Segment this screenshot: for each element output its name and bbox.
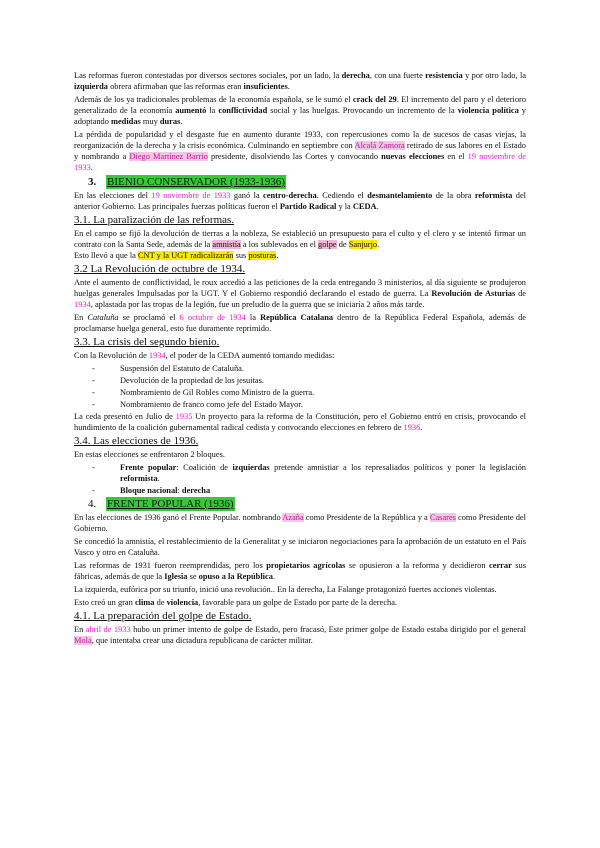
paragraph-reformas-1931 (74, 560, 526, 582)
text: presidente, disolviendo las Cortes y convocando (207, 152, 382, 161)
subheading-crisis-bienio: 3.3. La crisis del segundo bienio. (74, 336, 220, 348)
text: dentro de la República Federal Española, además de proclamarse huelga general, esto fue duramente reprimido. (74, 313, 526, 333)
highlight-date: 19 noviembre de 1933 (74, 152, 526, 172)
text: Esto llevó a que la (74, 251, 138, 260)
text: Ante el aumento de conflictividad, le roux accedió a las peticiones de la ceda entregando 3 ministerios, al día siguiente se produjeron huelgas generales Impulsadas por la UGT. Y el Gobierno respondió declarando el estado de guerra. La (74, 278, 526, 298)
text: se (187, 572, 199, 581)
text: : Coalición de (176, 463, 233, 472)
text: Esto creó un gran (74, 598, 135, 607)
highlight-name: Azaña (282, 513, 304, 522)
paragraph-bloques: En estas elecciones se enfrentaron 2 bloques. (74, 450, 225, 459)
bold-text: Iglesia (164, 572, 188, 581)
paragraph-clima-violencia (74, 597, 526, 608)
text: Las reformas fueron contestadas por diversos sectores sociales, por un lado, la (74, 71, 342, 80)
subheading-paralizacion: 3.1. La paralización de las reformas. (74, 214, 235, 226)
list-item: - Suspensión del Estatuto de Cataluña. (108, 363, 526, 374)
bold-text: Revolución de Asturias (431, 289, 516, 298)
text: como Presidente de la República y a (303, 513, 430, 522)
text: , con una fuerte (369, 71, 426, 80)
text: : (177, 486, 182, 495)
text: Las reformas de 1931 fueron reemprendidas, pero los (74, 561, 267, 570)
text: de (336, 240, 349, 249)
bold-text: medidas (110, 117, 141, 126)
bold-text: reformista (474, 191, 513, 200)
heading-number: 3. (88, 176, 97, 188)
text: de la obra (432, 191, 475, 200)
bold-text: reformista (120, 474, 158, 483)
highlight-term: Sanjurjo (348, 240, 378, 249)
text: . (272, 572, 275, 581)
text: retirado de sus labores en el Estado y nombrando a (74, 141, 526, 161)
highlight-date: 1934 (148, 351, 166, 360)
highlight-term: golpe (318, 240, 337, 249)
bold-text: derecha (181, 486, 211, 495)
text: se proclamó el (118, 313, 180, 322)
paragraph-reforma-constitucion (74, 411, 526, 433)
text: como Presidente del Gobierno. (74, 513, 526, 533)
subheading-preparacion-golpe: 4.1. La preparación del golpe de Estado. (74, 610, 252, 622)
bold-text: violencia (166, 598, 199, 607)
bold-text: clima (134, 598, 155, 607)
text: del anterior Gobierno. Las principales fuerzas políticas fueron el (74, 191, 526, 211)
text: y adoptando (74, 106, 526, 126)
bold-text: derecha (341, 71, 370, 80)
text: En (74, 625, 86, 634)
bold-text: Partido Radical (279, 202, 337, 211)
text: . Cediendo el (316, 191, 368, 200)
heading-number: 4. (88, 498, 97, 510)
text: En el campo se fijó la devolución de tierras a la nobleza, Se estableció un presupuesto para el culto y el clero y se intentó firmar un contrato con la Santa Sede, además de la (74, 229, 526, 249)
highlight-term: CNT y la UGT radicalizarán (137, 251, 234, 260)
text: sus fábricas, además de que la (74, 561, 526, 581)
bold-text: izquierda (74, 82, 108, 91)
text: Con la Revolución de (74, 351, 149, 360)
heading-title: BIENIO CONSERVADOR (1933-1936) (107, 176, 285, 188)
text: , que intentaba crear una dictadura republicana de carácter militar. (91, 636, 313, 645)
text: , el poder de la CEDA aumentó tomando medidas: (165, 351, 335, 360)
paragraph-poder-ceda (74, 350, 526, 361)
bold-text: República Catalana (260, 313, 334, 322)
subheading-elecciones-1936: 3.4. Las elecciones de 1936. (74, 435, 199, 447)
highlight-name: Mola (74, 636, 92, 645)
highlight-date: abril de 1933 (85, 625, 131, 634)
list-medidas (74, 363, 526, 410)
text: La pérdida de popularidad y el desgaste fue en aumento durante 1933, con repercusiones como la de sucesos de casas viejas, la reorganización de la derecha y la crisis económica. Culminando en septiembre con (74, 130, 526, 150)
text: obrera afirmaban que las reformas eran (107, 82, 244, 91)
text: la (206, 106, 219, 115)
highlight-date: 6 octubre de 1934 (179, 313, 246, 322)
text: de (515, 289, 527, 298)
bold-text: resistencia (425, 71, 463, 80)
bold-text: Frente popular (120, 463, 177, 472)
paragraph-crack-29 (74, 94, 526, 127)
text: sus (233, 251, 249, 260)
text: . (180, 117, 183, 126)
highlight-date: 1934 (74, 300, 91, 309)
paragraph-elecciones-1936 (74, 512, 526, 534)
bold-text: duras (159, 117, 181, 126)
paragraph-perdida-popularidad (74, 129, 526, 173)
paragraph-conflictividad (74, 277, 526, 310)
bold-text: aumentó (175, 106, 207, 115)
text: La ceda presentó en Julio de (74, 412, 176, 421)
bold-text: violencia política (457, 106, 519, 115)
bold-text: insuficientes (243, 82, 288, 91)
text: . (376, 202, 379, 211)
highlight-date: 1936 (403, 423, 421, 432)
text: . El incremento del paro y el deterioro generalizado de la economía (74, 95, 527, 115)
bold-text: izquierdas (232, 463, 270, 472)
text: y la (336, 202, 353, 211)
text: , aplastada por las tropas de la legión, fue un preludio de la guerra que se iniciaría 2 años más tarde. (90, 300, 425, 309)
text: En las elecciones de 1936 ganó el Frente Popular. nombrando (74, 513, 283, 522)
highlight-date: 1935 (175, 412, 193, 421)
list-item: - Devolución de la propiedad de los jesuitas. (108, 375, 526, 386)
bold-text: opuso a la República (198, 572, 273, 581)
text: . (276, 251, 279, 260)
list-item (108, 462, 526, 484)
text: hubo un primer intento de golpe de Estado, pero fracasó, Este primer golpe de Estado estaba dirigido por el general (130, 625, 526, 634)
text: . (377, 240, 380, 249)
text: pretende amnistiar a los represaliados políticos y poner la legislación (269, 463, 526, 472)
highlight-name: Alcalá Zamora (354, 141, 405, 150)
document-page (74, 70, 526, 648)
list-item (108, 485, 526, 496)
text: . (287, 82, 290, 91)
paragraph-reformas-contestadas (74, 70, 526, 92)
list-item: - Nombramiento de Gil Robles como Ministro de la guerra. (108, 387, 526, 398)
text: a los sublevados en el (240, 240, 318, 249)
text: Un proyecto para la reforma de la Constitución, pero el Gobierno entró en crisis, provocando el hundimiento de la coalición gubernamental radical cedista y convocando elecciones en febrero de (74, 412, 526, 432)
list-bloques (74, 462, 526, 496)
paragraph-izquierda-euforica: La izquierda, eufórica por su triunfo, inició una revolución.. En la derecha, La Falange protagonizó fuertes acciones violentas. (74, 585, 497, 594)
bold-text: crack del 29 (352, 95, 397, 104)
bold-text: centro-derecha (263, 191, 317, 200)
text: social y las huelgas. Provocando un incremento de la (267, 106, 458, 115)
bold-text: nuevas elecciones (381, 152, 445, 161)
bold-text: CEDA (352, 202, 377, 211)
highlight-date: 19 noviembre de 1933 (151, 191, 231, 200)
text: la (245, 313, 261, 322)
text: en el (444, 152, 468, 161)
text: . (420, 423, 423, 432)
bold-text: cerrar (489, 561, 512, 570)
italic-text: Cataluña (87, 313, 119, 322)
bold-text: desmantelamiento (367, 191, 433, 200)
text: ganó la (230, 191, 264, 200)
heading-frente-popular (74, 497, 526, 511)
text: Además de los ya tradicionales problemas de la economía española, se le sumó el (74, 95, 353, 104)
highlight-term: posturas (248, 251, 277, 260)
paragraph-amnistia (74, 536, 526, 558)
text: En (74, 313, 88, 322)
heading-title: FRENTE POPULAR (1936) (107, 498, 234, 510)
paragraph-devolucion-tierras (74, 228, 526, 261)
text: y por otro lado, la (462, 71, 526, 80)
paragraph-elecciones-1933 (74, 190, 526, 212)
bold-text: conflictividad (218, 106, 268, 115)
highlight-term: amnistía (212, 240, 241, 249)
text: Se concedió la amnistía, el restablecimiento de la Generalitat y se iniciaron negociaciones para la aprobación de un estatuto en el País Vasco y otro en Cataluña. (74, 537, 526, 557)
text: En las elecciones del (74, 191, 152, 200)
text: , favorable para un golpe de Estado por parte de la derecha. (198, 598, 398, 607)
text: se opusieron a la reforma y decidieron (345, 561, 490, 570)
highlight-name: Casares (429, 513, 456, 522)
text: muy (140, 117, 160, 126)
bold-text: Bloque nacional (120, 486, 178, 495)
highlight-name: Diego Martínez Barrio (129, 152, 208, 161)
paragraph-cataluna (74, 312, 526, 334)
heading-bienio-conservador (74, 175, 526, 189)
subheading-revolucion-octubre: 3.2 La Revolución de octubre de 1934. (74, 263, 246, 275)
text: de (154, 598, 167, 607)
text: . (157, 474, 160, 483)
paragraph-primer-golpe (74, 624, 526, 646)
bold-text: propietarios agrícolas (266, 561, 346, 570)
text: . (90, 163, 93, 172)
list-item: - Nombramiento de franco como jefe del Estado Mayor. (108, 399, 526, 410)
